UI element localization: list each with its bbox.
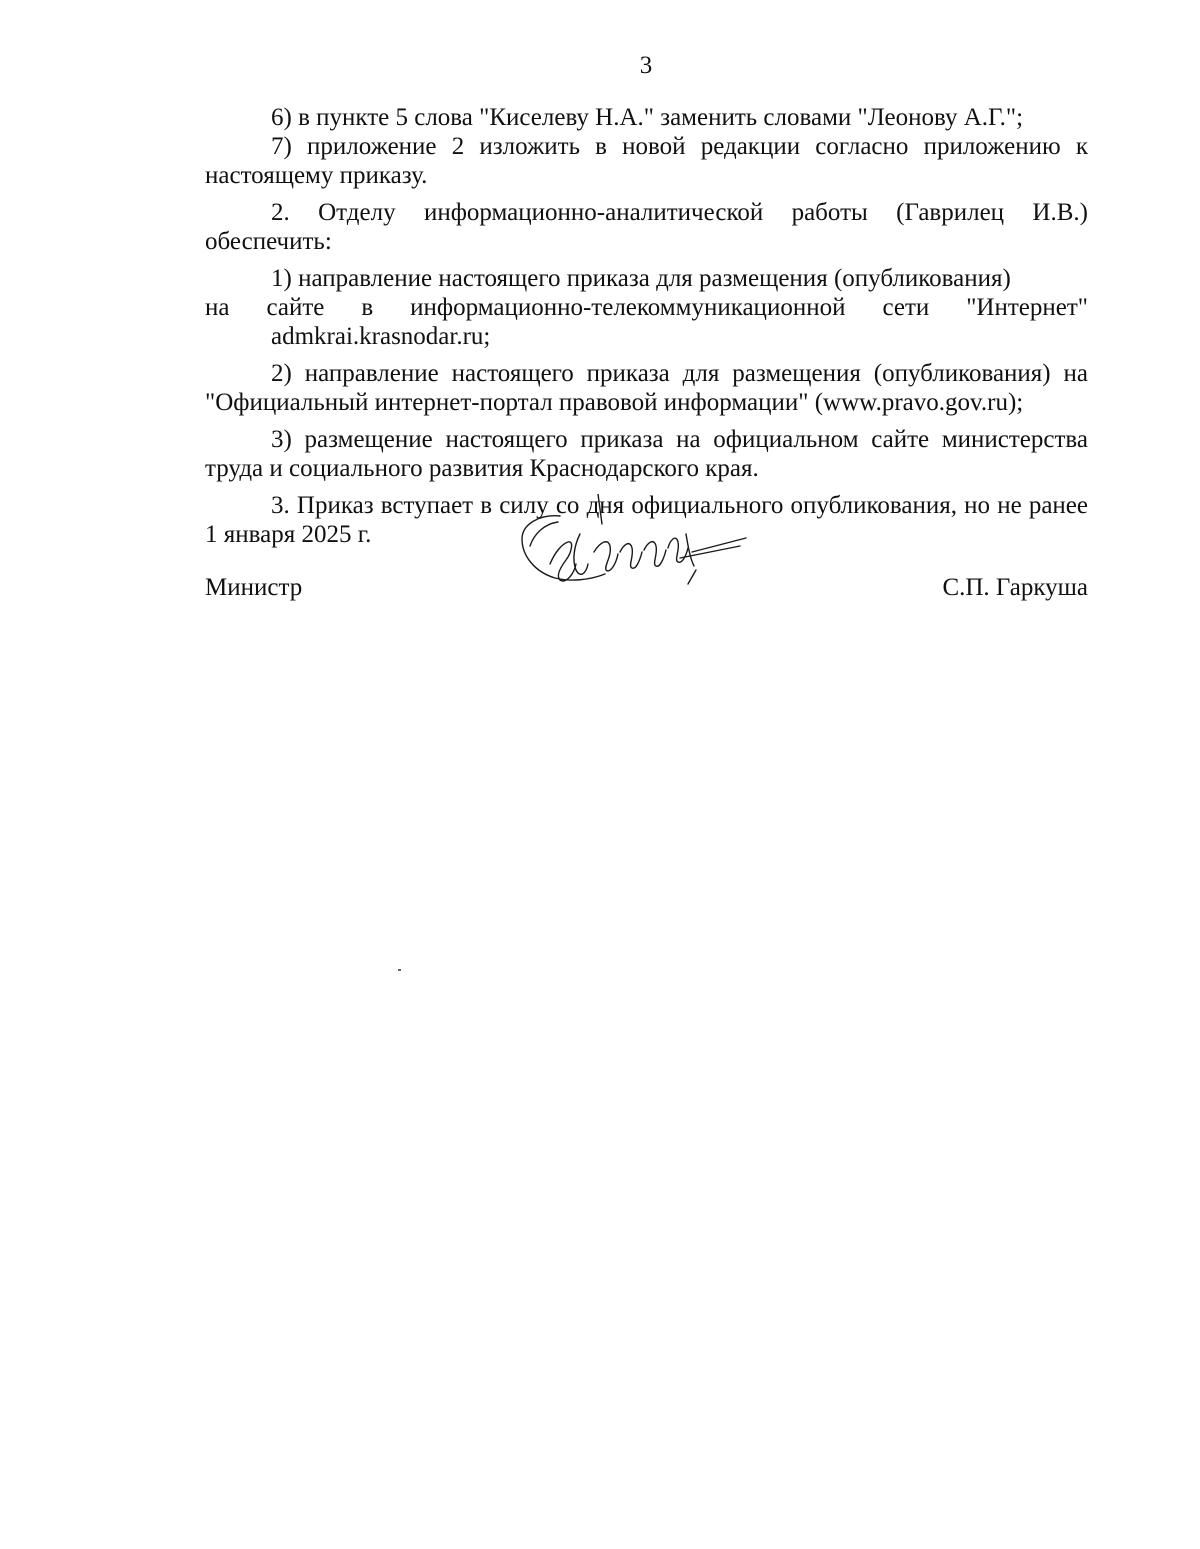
clause-2-item-1-line-1: 1) направление настоящего приказа для размещения (опубликования) [271, 265, 1011, 292]
scan-speck [398, 969, 401, 971]
clause-2-item-1-url: admkrai.krasnodar.ru; [271, 323, 491, 350]
clause-2-item-1-line-2: на сайте в информационно-телекоммуникационной сети "Интернет" [205, 294, 1088, 321]
signer-name: С.П. Гаркуша [942, 574, 1088, 601]
clause-2-item-3: 3) размещение настоящего приказа на официальном сайте министерства труда и социального развития Краснодарского края. [205, 426, 1088, 482]
clause-2: 2. Отделу информационно-аналитической работы (Гаврилец И.В.) обеспечить: [205, 199, 1088, 255]
signer-position: Министр [205, 574, 303, 601]
item-6: 6) в пункте 5 слова "Киселеву Н.А." заменить словами "Леонову А.Г."; [271, 104, 1024, 131]
signature-block [205, 574, 1088, 614]
order-body [205, 103, 1088, 549]
item-7: 7) приложение 2 изложить в новой редакции согласно приложению к настоящему приказу. [205, 133, 1088, 189]
clause-3: 3. Приказ вступает в силу со дня официального опубликования, но не ранее 1 января 2025 г. [205, 492, 1088, 548]
clause-2-item-2: 2) направление настоящего приказа для размещения (опубликования) на "Официальный интернет-портал правовой информации" (www.pravo.gov.ru); [205, 360, 1088, 416]
page-number: 3 [639, 52, 653, 79]
clause-2-item-1 [205, 264, 1088, 351]
